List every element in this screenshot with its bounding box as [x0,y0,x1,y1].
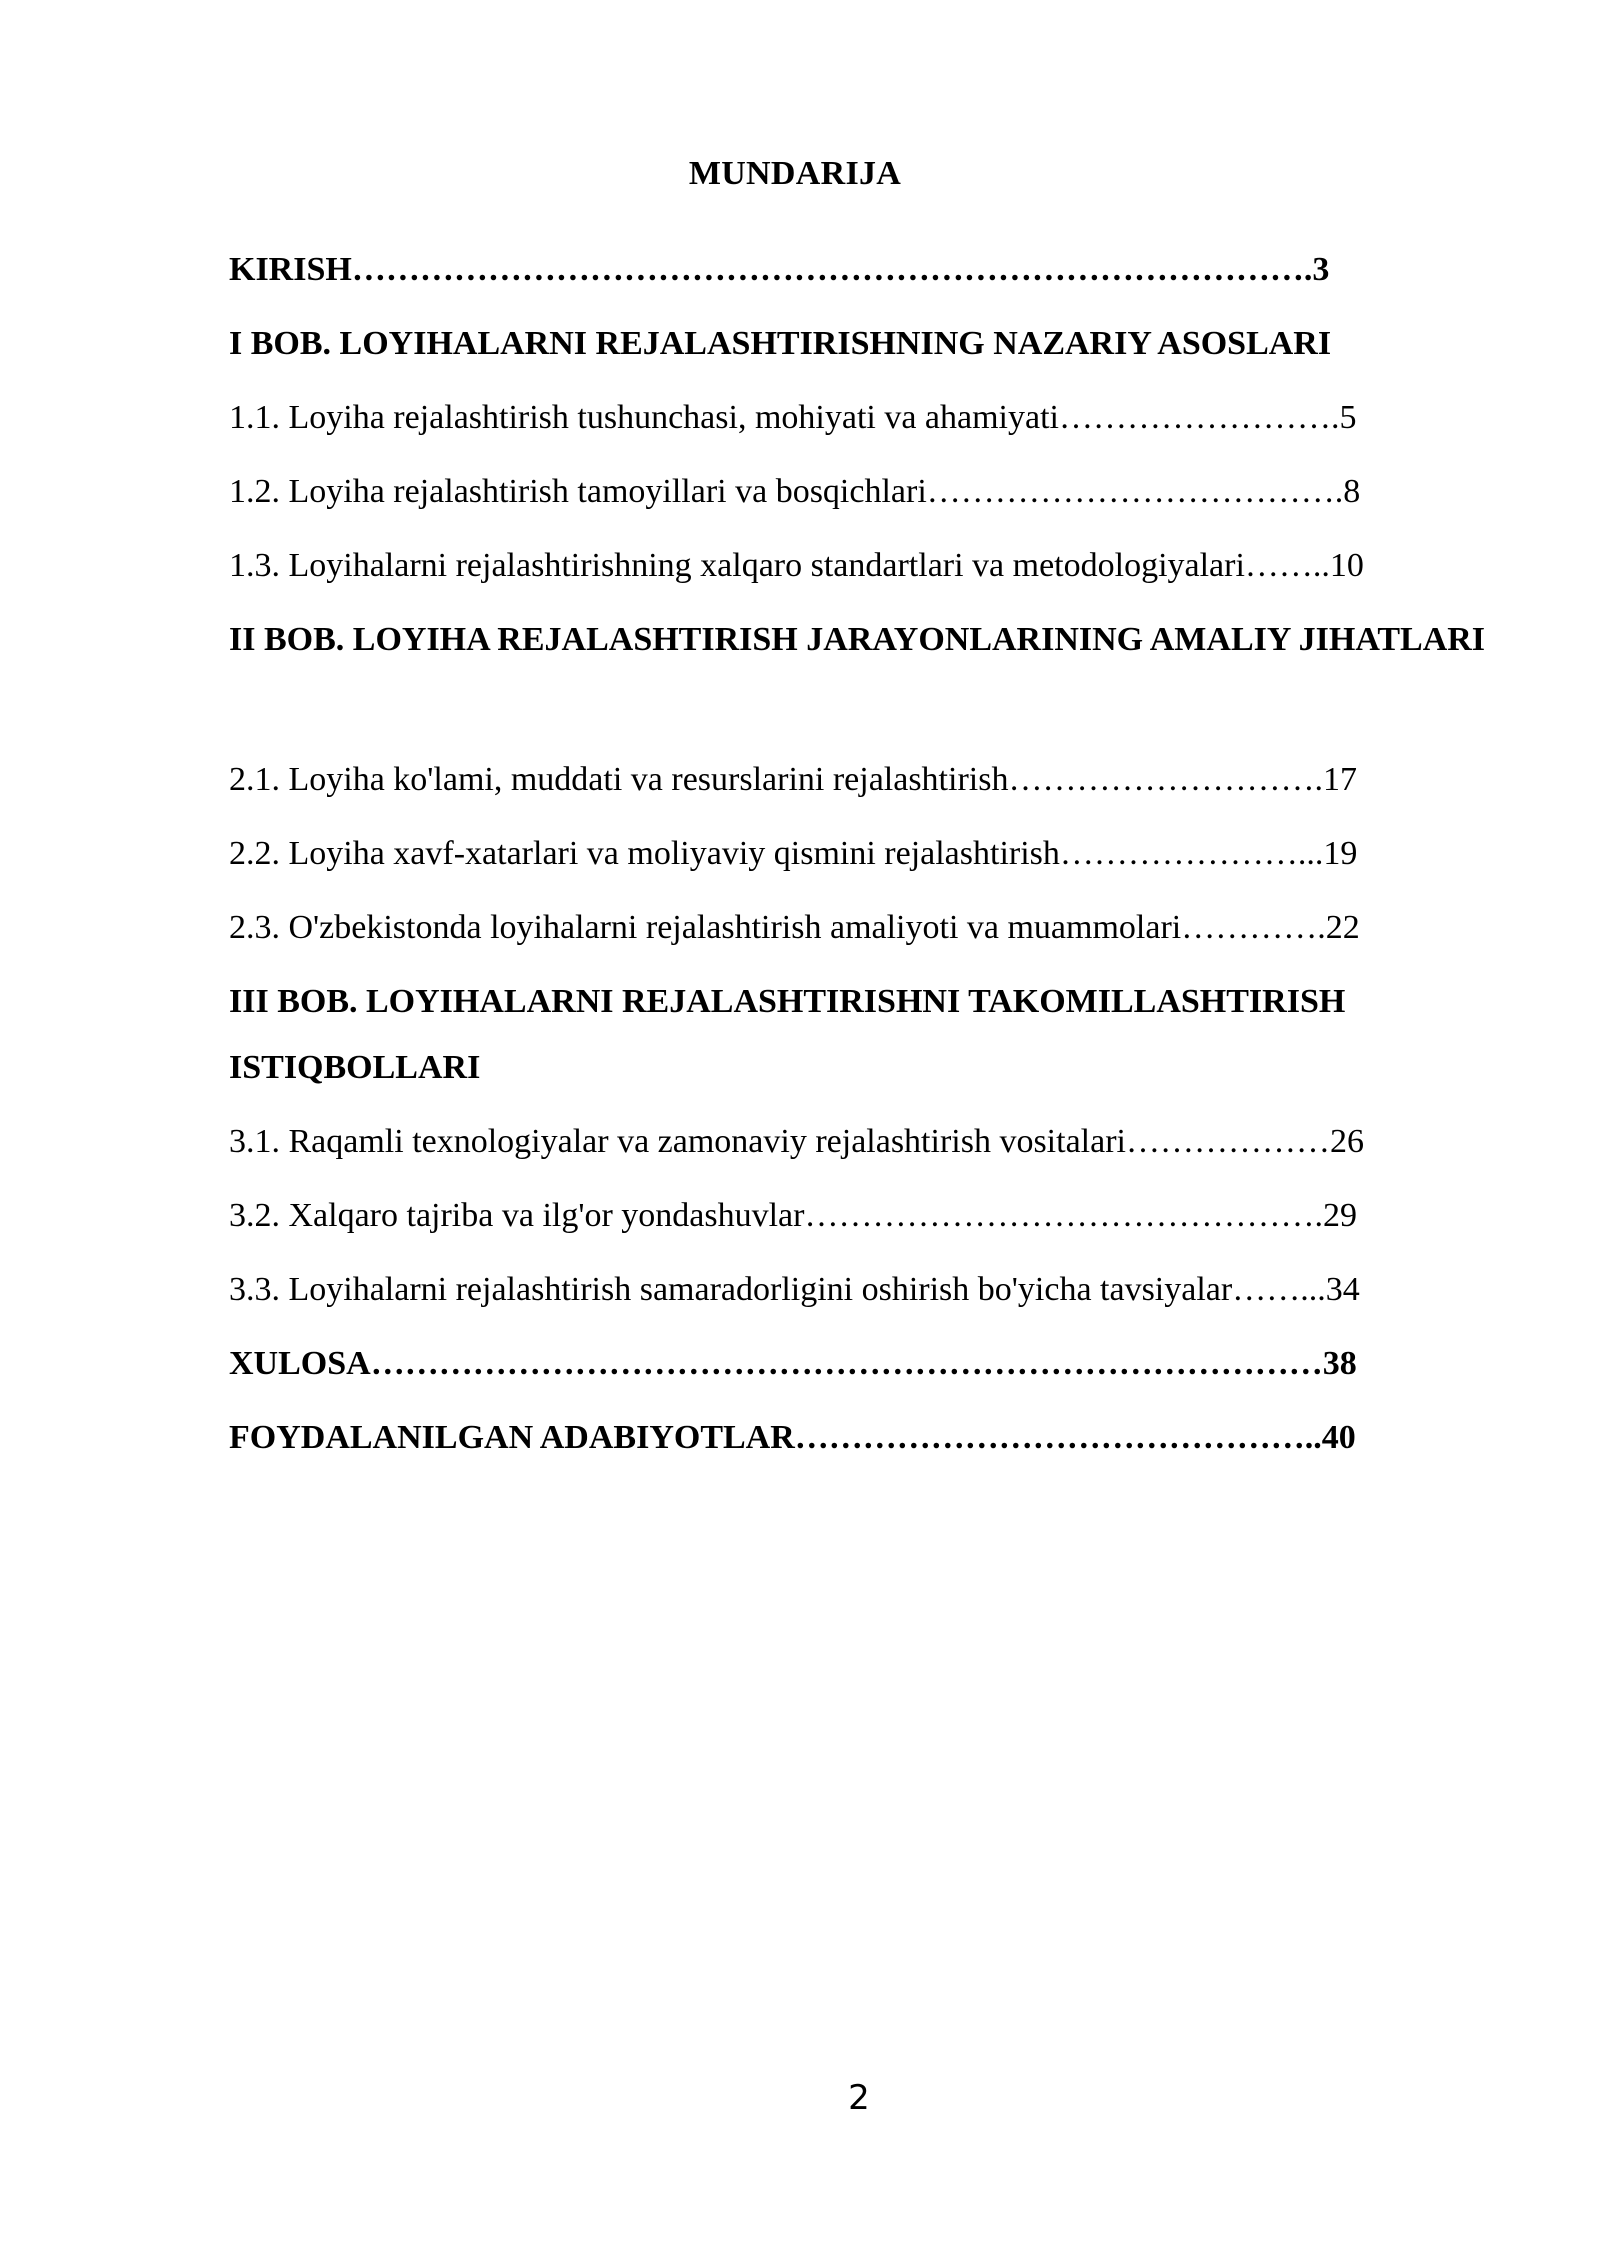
toc-entry-3-2: 3.2. Xalqaro tajriba va ilg'or yondashuvlar……………………………………….29 [229,1197,1357,1234]
toc-entry-kirish: KIRISH………………………………………………………………………….3 [229,251,1330,288]
toc-entry-adabiyotlar: FOYDALANILGAN ADABIYOTLAR………………………………………..40 [229,1419,1356,1456]
toc-entry-3-3: 3.3. Loyihalarni rejalashtirish samaradorligini oshirish bo'yicha tavsiyalar……...34 [229,1271,1360,1308]
toc-entry-1-1: 1.1. Loyiha rejalashtirish tushunchasi, mohiyati va ahamiyati…………………….5 [229,399,1357,436]
toc-chapter-2: II BOB. LOYIHA REJALASHTIRISH JARAYONLARINING AMALIY JIHATLARI [229,621,1486,658]
toc-chapter-1: I BOB. LOYIHALARNI REJALASHTIRISHNING NAZARIY ASOSLARI [229,325,1332,362]
toc-entry-xulosa: XULOSA…………………………………………………………………………38 [229,1345,1357,1382]
toc-chapter-3: III BOB. LOYIHALARNI REJALASHTIRISHNI TAKOMILLASHTIRISH ISTIQBOLLARI [229,983,1346,1086]
page-number: 2 [848,2078,870,2118]
toc-entry-1-3: 1.3. Loyihalarni rejalashtirishning xalqaro standartlari va metodologiyalari……..10 [229,547,1364,584]
toc-entry-2-1: 2.1. Loyiha ko'lami, muddati va resurslarini rejalashtirish……………………….17 [229,761,1357,798]
toc-entry-3-1: 3.1. Raqamli texnologiyalar va zamonaviy rejalashtirish vositalari………………26 [229,1123,1364,1160]
toc-entry-2-3: 2.3. O'zbekistonda loyihalarni rejalashtirish amaliyoti va muammolari………….22 [229,909,1360,946]
toc-entry-2-2: 2.2. Loyiha xavf-xatarlari va moliyaviy qismini rejalashtirish…………………...19 [229,835,1358,872]
page-title: MUNDARIJA [688,155,902,192]
toc-entry-1-2: 1.2. Loyiha rejalashtirish tamoyillari va bosqichlari……………………………….8 [229,473,1361,510]
